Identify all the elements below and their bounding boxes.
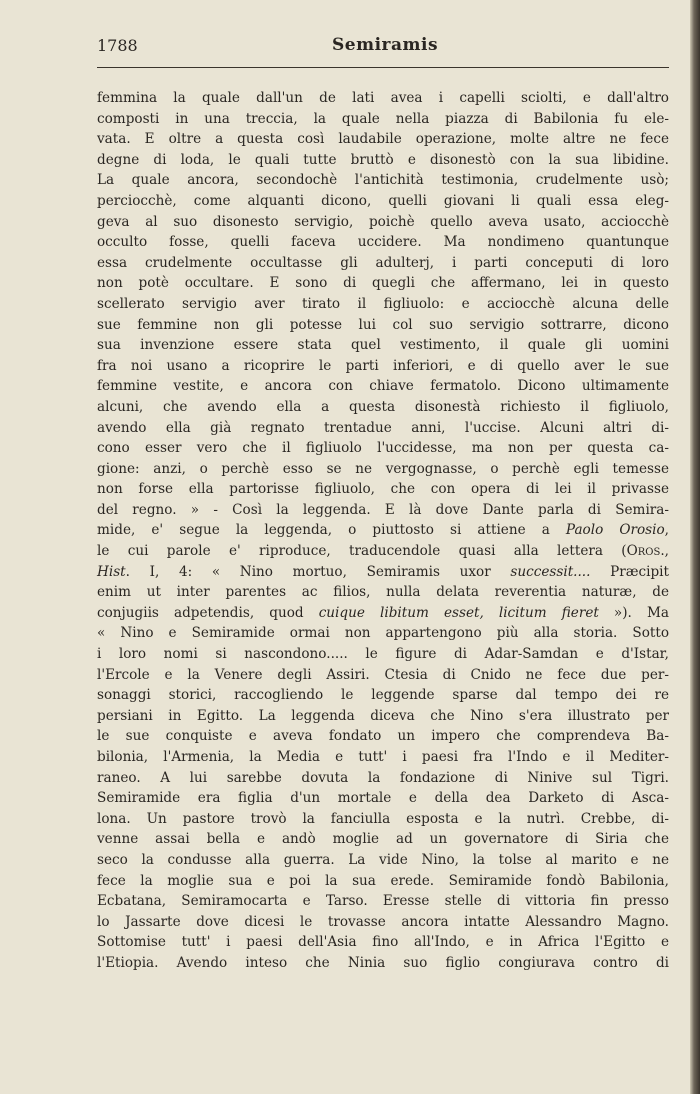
text-segment: persiani in Egitto. La leggenda diceva che Nino s'era illustrato per <box>97 707 669 724</box>
text-line <box>97 253 669 274</box>
text-segment: lo Jassarte dove dicesi le trovasse ancora intatte Alessandro Magno. <box>97 913 669 930</box>
text-segment: non forse ella partorisse figliuolo, che con opera di lei il privasse <box>97 481 669 498</box>
text-segment: l'Etiopia. Avendo inteso che Ninia suo figlio congiurava contro di <box>97 954 669 971</box>
text-line <box>97 520 669 541</box>
text-segment: sonaggi storici, raccogliendo le leggende sparse dal tempo dei re <box>97 687 669 704</box>
text-segment: fra noi usano a ricoprire le parti inferiori, e di quello aver le sue <box>97 357 669 374</box>
text-segment: « Nino e Semiramide ormai non appartengono più alla storia. Sotto <box>97 625 669 642</box>
text-line <box>97 294 669 315</box>
text-line <box>97 191 669 212</box>
italic-text: Paolo Orosio <box>565 522 665 539</box>
text-segment: seco la condusse alla guerra. La vide Nino, la tolse al marito e ne <box>97 851 669 868</box>
text-line <box>97 273 669 294</box>
italic-text: cuique libitum esset, licitum fieret <box>318 604 599 621</box>
text-line <box>97 109 669 130</box>
header-rule <box>97 67 669 68</box>
text-line <box>97 232 669 253</box>
text-segment: bilonia, l'Armenia, la Media e tutt' i paesi fra l'Indo e il Mediter- <box>97 749 669 765</box>
text-segment: »). Ma <box>598 604 669 621</box>
text-segment: sue femmine non gli potesse lui col suo servigio sottrarre, dicono <box>97 316 669 333</box>
text-segment: . I, 4: « Nino mortuo, Semiramis uxor <box>125 563 511 580</box>
text-line <box>97 644 669 665</box>
text-segment: i loro nomi si nascondono..... le figure di Adar-Samdan e d'Istar, <box>97 646 669 663</box>
text-segment: enim ut inter parentes ac filios, nulla delata reverentia naturæ, de <box>97 584 669 601</box>
text-line <box>97 212 669 233</box>
text-line <box>97 150 669 171</box>
text-line <box>97 170 669 191</box>
text-segment: avendo ella già regnato trentadue anni, l'uccise. Alcuni altri di- <box>97 419 669 436</box>
text-segment: venne assai bella e andò moglie ad un governatore di Siria che <box>97 831 669 848</box>
text-line <box>97 850 669 871</box>
text-line <box>97 500 669 521</box>
text-line <box>97 932 669 953</box>
text-line <box>97 788 669 809</box>
text-segment: femmina la quale dall'un de lati avea i capelli sciolti, e dall'altro <box>97 90 669 106</box>
small-caps-text: Oros <box>626 543 661 560</box>
text-segment: Præcipit <box>590 563 669 580</box>
text-segment: l'Ercole e la Venere degli Assiri. Ctesia di Cnido ne fece due per- <box>97 666 669 683</box>
text-line <box>97 953 669 974</box>
text-segment: raneo. A lui sarebbe dovuta la fondazione di Ninive sul Tigri. <box>97 769 669 786</box>
text-line <box>97 315 669 336</box>
text-segment: ., <box>660 543 669 560</box>
text-line <box>97 541 669 562</box>
text-segment: conjugiis adpetendis, quod <box>97 604 319 621</box>
text-segment: scellerato servigio aver tirato il figliuolo: e acciocchè alcuna delle <box>97 295 669 312</box>
running-title: Semiramis <box>331 35 439 55</box>
text-line <box>97 356 669 377</box>
text-line <box>97 665 669 686</box>
text-segment: sua invenzione essere stata quel vestimento, il quale gli uomini <box>97 337 669 354</box>
text-segment: composti in una treccia, la quale nella piazza di Babilonia fu ele- <box>97 110 669 127</box>
text-segment: occulto fosse, quelli faceva uccidere. Ma nondimeno quantunque <box>97 234 669 251</box>
text-segment: Semiramide era figlia d'un mortale e della dea Darketo di Asca- <box>97 790 669 807</box>
text-line <box>97 706 669 727</box>
text-segment: essa crudelmente occultasse gli adulterj, i parti conceputi di loro <box>97 254 669 271</box>
text-line <box>97 397 669 418</box>
text-line <box>97 912 669 933</box>
text-segment: femmine vestite, e ancora con chiave fermatolo. Dicono ultimamente <box>97 378 669 395</box>
text-segment: cono esser vero che il figliuolo l'uccidesse, ma non per questa ca- <box>97 440 669 457</box>
text-line <box>97 438 669 459</box>
text-line <box>97 768 669 789</box>
text-segment: La quale ancora, secondochè l'antichità testimonia, crudelmente usò; <box>97 172 669 189</box>
text-line <box>97 335 669 356</box>
text-line <box>97 376 669 397</box>
text-line <box>97 891 669 912</box>
text-line <box>97 747 669 768</box>
text-line <box>97 418 669 439</box>
text-line <box>97 459 669 480</box>
text-line <box>97 623 669 644</box>
text-line <box>97 685 669 706</box>
text-segment: fece la moglie sua e poi la sua erede. Semiramide fondò Babilonia, <box>97 872 669 889</box>
text-segment: , <box>664 522 669 539</box>
page-number: 1788 <box>97 36 138 55</box>
text-segment: le cui parole e' riproduce, traducendole quasi alla lettera ( <box>97 543 627 560</box>
text-segment: lona. Un pastore trovò la fanciulla esposta e la nutrì. Crebbe, di- <box>97 810 669 827</box>
text-segment: alcuni, che avendo ella a questa disonestà richiesto il figliuolo, <box>97 398 669 415</box>
text-segment: le sue conquiste e aveva fondato un impero che comprendeva Ba- <box>97 728 669 745</box>
text-line <box>97 479 669 500</box>
text-line <box>97 88 669 109</box>
text-segment: gione: anzi, o perchè esso se ne vergognasse, o perchè egli temesse <box>97 460 669 477</box>
text-segment: degne di loda, le quali tutte bruttò e disonestò con la sua libidine. <box>97 151 669 168</box>
text-segment: non potè occultare. E sono di quegli che affermano, lei in questo <box>97 275 669 292</box>
text-segment: Ecbatana, Semiramocarta e Tarso. Eresse stelle di vittoria fin presso <box>97 893 669 910</box>
text-segment: mide, e' segue la leggenda, o piuttosto si attiene a <box>97 522 566 539</box>
text-segment: del regno. » - Così la leggenda. E là dove Dante parla di Semira- <box>97 501 669 518</box>
text-line <box>97 603 669 624</box>
text-line <box>97 871 669 892</box>
italic-text: Hist <box>97 563 126 580</box>
text-segment: perciocchè, come alquanti dicono, quelli giovani li quali essa eleg- <box>97 192 669 209</box>
text-line <box>97 829 669 850</box>
text-segment: vata. E oltre a questa così laudabile operazione, molte altre ne fece <box>97 131 669 148</box>
text-segment: Sottomise tutt' i paesi dell'Asia fino all'Indo, e in Africa l'Egitto e <box>97 934 669 951</box>
italic-text: successit.... <box>510 563 591 580</box>
book-binding-edge <box>690 0 700 1094</box>
text-line <box>97 129 669 150</box>
text-segment: geva al suo disonesto servigio, poichè quello aveva usato, acciocchè <box>97 213 669 230</box>
text-line <box>97 582 669 603</box>
text-line <box>97 809 669 830</box>
text-line <box>97 726 669 747</box>
body-text <box>97 88 669 974</box>
text-line <box>97 562 669 583</box>
